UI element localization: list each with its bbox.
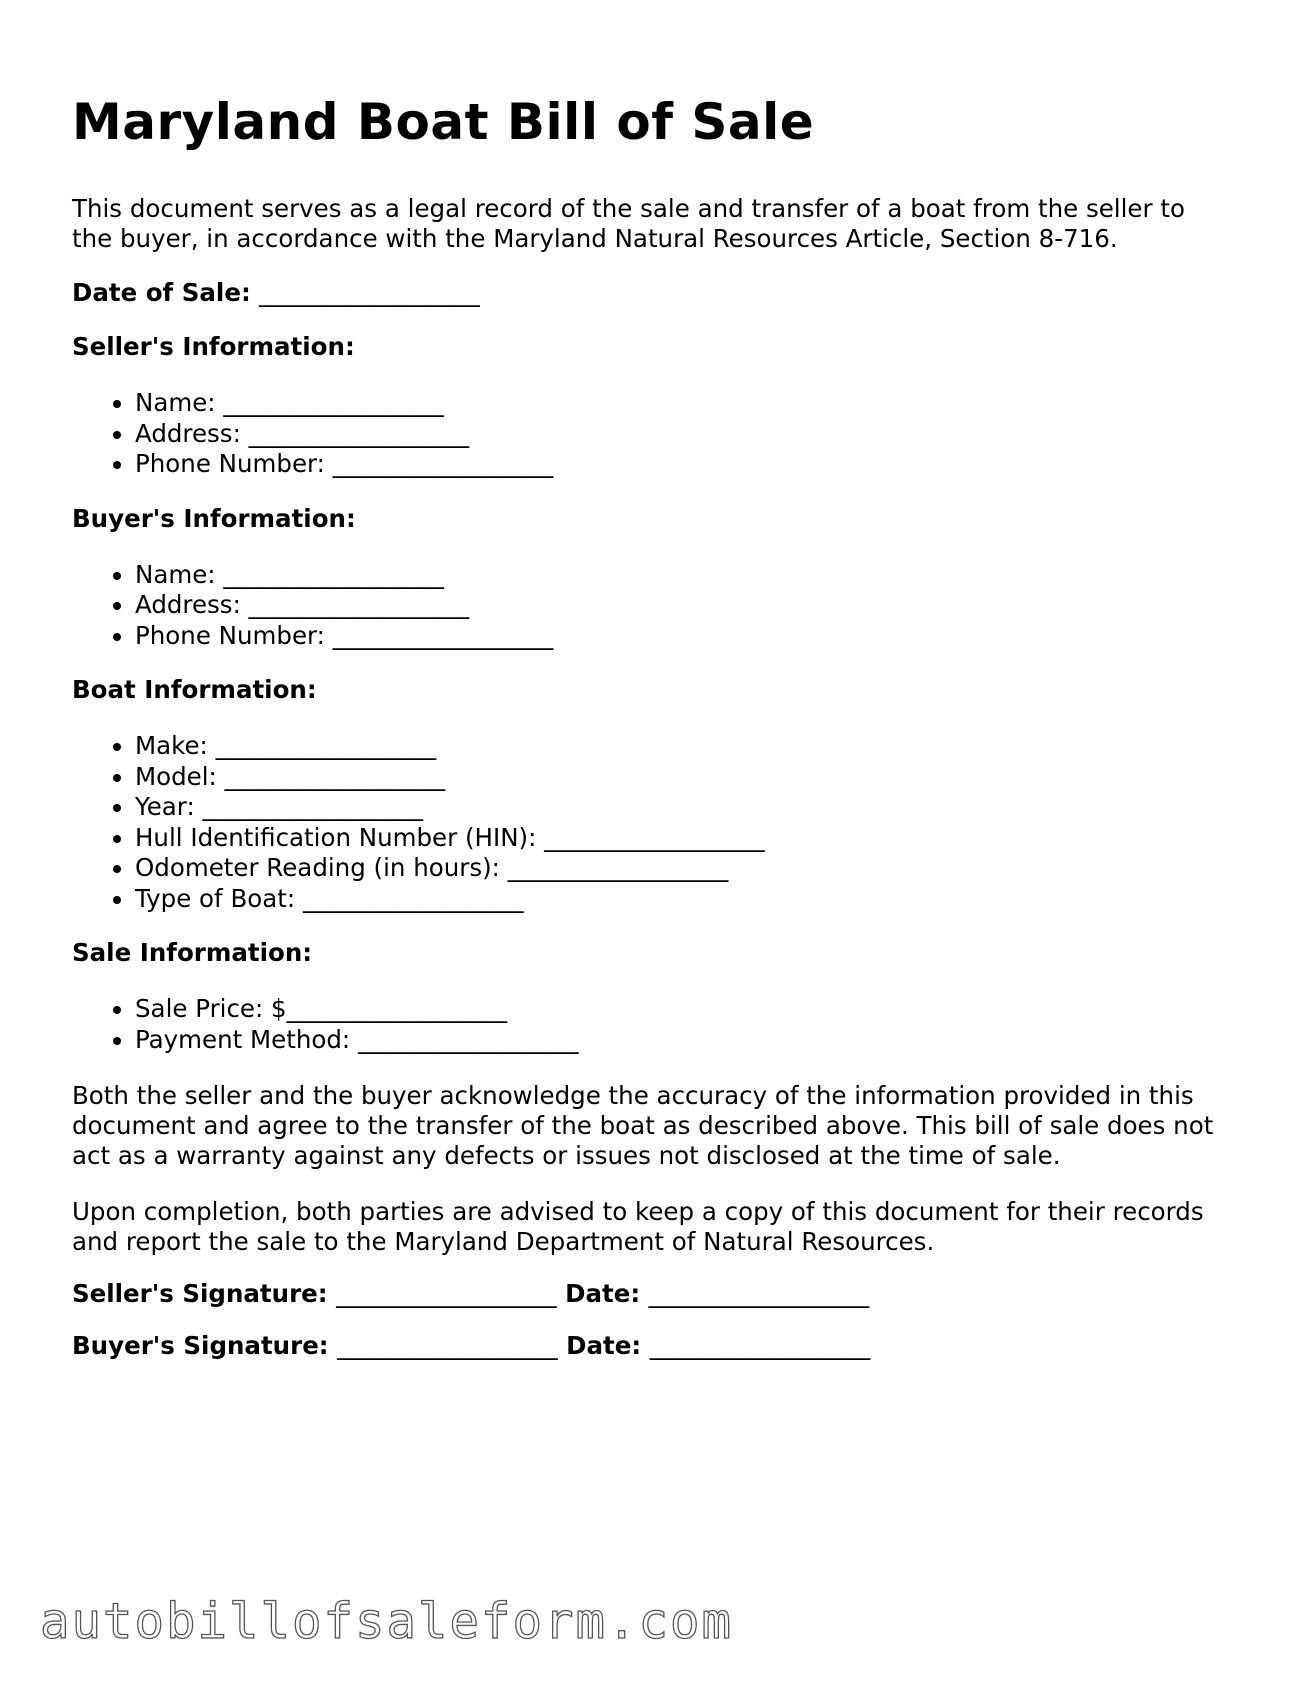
list-item: [135, 560, 1232, 591]
intro-paragraph: This document serves as a legal record of the sale and transfer of a boat from the seller to the buyer, in accordance with the Maryland Natural Resources Article, Section 8-716.: [72, 194, 1185, 253]
sale-price-label: Sale Price: $: [135, 994, 287, 1023]
boat-info-list: [72, 731, 1232, 914]
list-item: [135, 1025, 1232, 1056]
buyer-name-label: Name:: [135, 559, 216, 589]
list-item: [135, 884, 1232, 915]
date-of-sale-blank[interactable]: __________________: [259, 278, 480, 307]
list-item: [135, 388, 1232, 419]
sale-info-list: [72, 994, 1232, 1055]
list-item: [135, 994, 1232, 1025]
buyer-signature-label: Buyer's Signature:: [72, 1331, 329, 1360]
completion-paragraph: Upon completion, both parties are advised to keep a copy of this document for their records and report the sale to the Maryland Department of Natural Resources.: [72, 1197, 1204, 1256]
buyer-date-label: Date:: [566, 1331, 642, 1360]
date-of-sale-field: [72, 278, 1232, 308]
seller-signature-label: Seller's Signature:: [72, 1279, 328, 1308]
sale-section-heading: Sale Information:: [72, 938, 313, 967]
seller-name-blank[interactable]: __________________: [223, 388, 444, 417]
boat-odometer-label: Odometer Reading (in hours):: [135, 853, 500, 882]
buyer-signature-line: [72, 1331, 1232, 1361]
seller-section-heading: Seller's Information:: [72, 332, 355, 361]
buyer-phone-blank[interactable]: __________________: [332, 620, 554, 650]
list-item: [135, 449, 1232, 480]
date-of-sale-label: Date of Sale:: [72, 278, 251, 307]
seller-signature-blank[interactable]: __________________: [336, 1279, 557, 1308]
list-item: [135, 419, 1232, 450]
seller-info-list: [72, 388, 1232, 480]
watermark: autobillofsaleform.com: [40, 1593, 734, 1650]
boat-model-blank[interactable]: __________________: [224, 761, 446, 791]
buyer-info-list: [72, 560, 1232, 652]
acknowledgement-paragraph: Both the seller and the buyer acknowledge the accuracy of the information provided in this document and agree to the transfer of the boat as described above. This bill of sale does not act as a warranty against any defects or issues not disclosed at the time of sale.: [72, 1081, 1214, 1170]
buyer-signature-blank[interactable]: __________________: [337, 1331, 558, 1360]
buyer-address-blank[interactable]: __________________: [248, 590, 470, 619]
buyer-address-label: Address:: [135, 590, 241, 619]
boat-type-label: Type of Boat:: [135, 883, 296, 913]
seller-date-blank[interactable]: __________________: [648, 1279, 870, 1308]
list-item: [135, 731, 1232, 762]
seller-address-label: Address:: [135, 418, 241, 448]
boat-model-label: Model:: [135, 761, 217, 791]
list-item: [135, 792, 1232, 823]
boat-type-blank[interactable]: __________________: [302, 883, 524, 913]
boat-hin-blank[interactable]: __________________: [544, 822, 765, 852]
list-item: [135, 823, 1232, 854]
payment-method-label: Payment Method:: [135, 1024, 351, 1054]
boat-year-blank[interactable]: __________________: [202, 792, 423, 821]
document: [72, 86, 1232, 1361]
boat-odometer-blank[interactable]: __________________: [507, 853, 729, 882]
list-item: [135, 853, 1232, 884]
boat-section-heading: Boat Information:: [72, 675, 317, 704]
seller-name-label: Name:: [135, 388, 216, 417]
sale-price-blank[interactable]: __________________: [286, 994, 508, 1023]
seller-date-label: Date:: [565, 1279, 641, 1308]
page-title: Maryland Boat Bill of Sale: [72, 93, 815, 151]
list-item: [135, 621, 1232, 652]
buyer-date-blank[interactable]: __________________: [649, 1331, 871, 1360]
buyer-phone-label: Phone Number:: [135, 620, 325, 650]
list-item: [135, 590, 1232, 621]
seller-signature-line: [72, 1279, 1232, 1309]
list-item: [135, 762, 1232, 793]
buyer-name-blank[interactable]: __________________: [223, 559, 444, 589]
payment-method-blank[interactable]: __________________: [358, 1024, 579, 1054]
seller-phone-blank[interactable]: __________________: [332, 449, 554, 478]
buyer-section-heading: Buyer's Information:: [72, 503, 356, 533]
boat-hin-label: Hull Identification Number (HIN):: [135, 822, 537, 852]
boat-make-label: Make:: [135, 731, 208, 760]
seller-phone-label: Phone Number:: [135, 449, 325, 478]
boat-make-blank[interactable]: __________________: [215, 731, 437, 760]
seller-address-blank[interactable]: __________________: [248, 418, 470, 448]
boat-year-label: Year:: [135, 792, 195, 821]
